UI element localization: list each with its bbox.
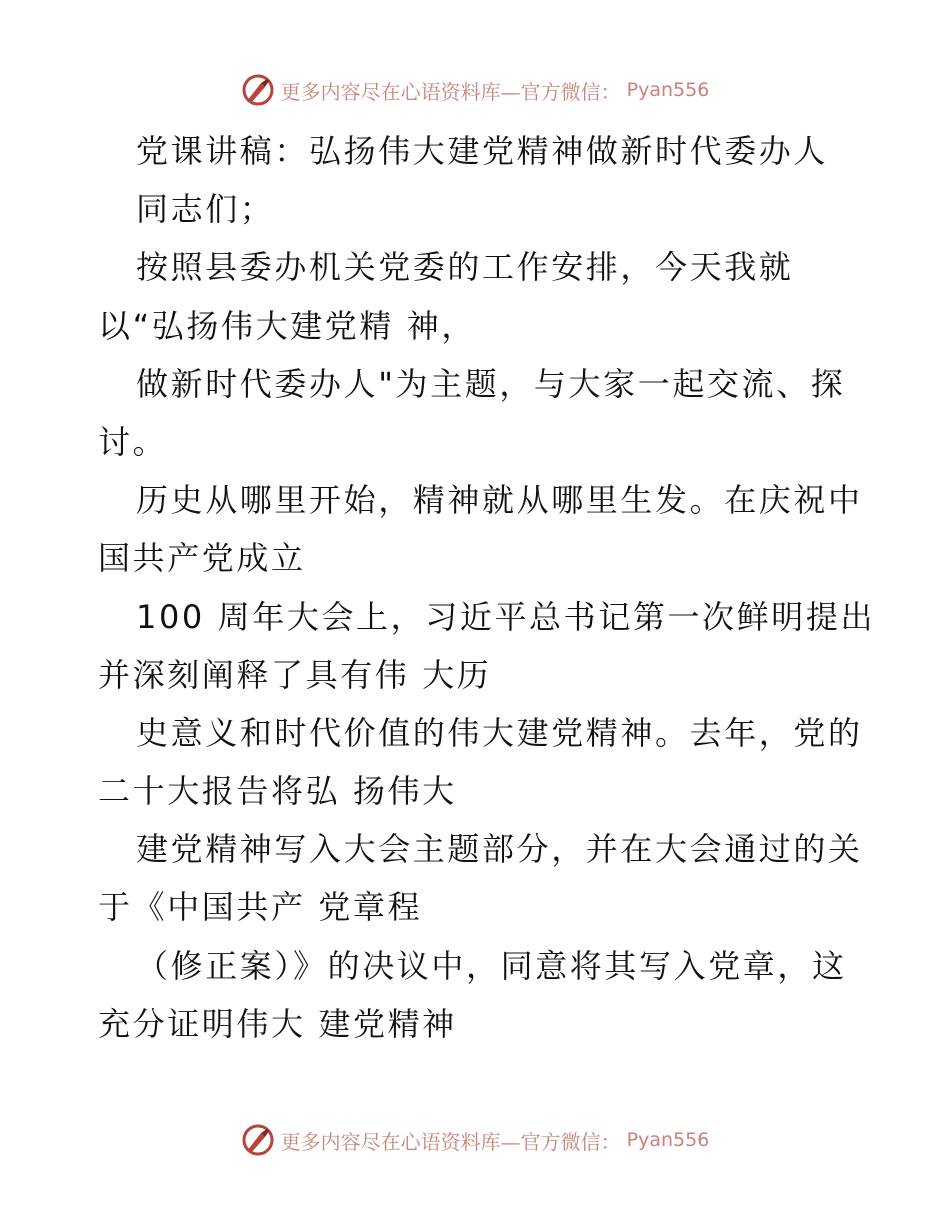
text-line: 历史从哪里开始，精神就从哪里生发。在庆祝中 <box>136 481 863 520</box>
watermark-wechat-id: Pyan556 <box>626 1129 710 1151</box>
text-line: 二十大报告将弘 扬伟大 <box>98 772 457 811</box>
text-line: 讨。 <box>98 422 168 461</box>
text-line: 国共产党成立 <box>98 539 306 578</box>
header-watermark <box>0 70 950 110</box>
text-line: 于《中国共产 党章程 <box>98 888 423 927</box>
watermark-text: 更多内容尽在心语资料库—官方微信： <box>280 79 621 104</box>
text-line: 100 周年大会上，习近平总书记第一次鲜明提出 <box>136 597 876 636</box>
text-line: 建党精神写入大会主题部分，并在大会通过的关 <box>136 830 863 869</box>
text-line: 充分证明伟大 建党精神 <box>98 1004 457 1043</box>
text-line: 史意义和时代价值的伟大建党精神。去年，党的 <box>136 713 863 752</box>
watermark-wechat-id: Pyan556 <box>626 79 710 101</box>
text-line: 党课讲稿：弘扬伟大建党精神做新时代委办人 <box>136 132 829 170</box>
text-line: 按照县委办机关党委的工作安排，今天我就 <box>136 248 794 287</box>
watermark-text: 更多内容尽在心语资料库—官方微信： <box>280 1129 621 1154</box>
document-body <box>98 122 876 1053</box>
text-line: 以“弘扬伟大建党精 神， <box>98 306 476 345</box>
pen-circle-logo-icon <box>241 1123 275 1157</box>
text-line: 并深刻阐释了具有伟 大历 <box>98 655 492 694</box>
footer-watermark <box>0 1120 950 1160</box>
pen-circle-logo-icon <box>241 73 275 107</box>
text-line: 同志们； <box>136 190 275 229</box>
text-line: （修正案）》的决议中，同意将其写入党章，这 <box>136 946 847 985</box>
text-line: 做新时代委办人"为主题，与大家一起交流、探 <box>136 364 846 403</box>
